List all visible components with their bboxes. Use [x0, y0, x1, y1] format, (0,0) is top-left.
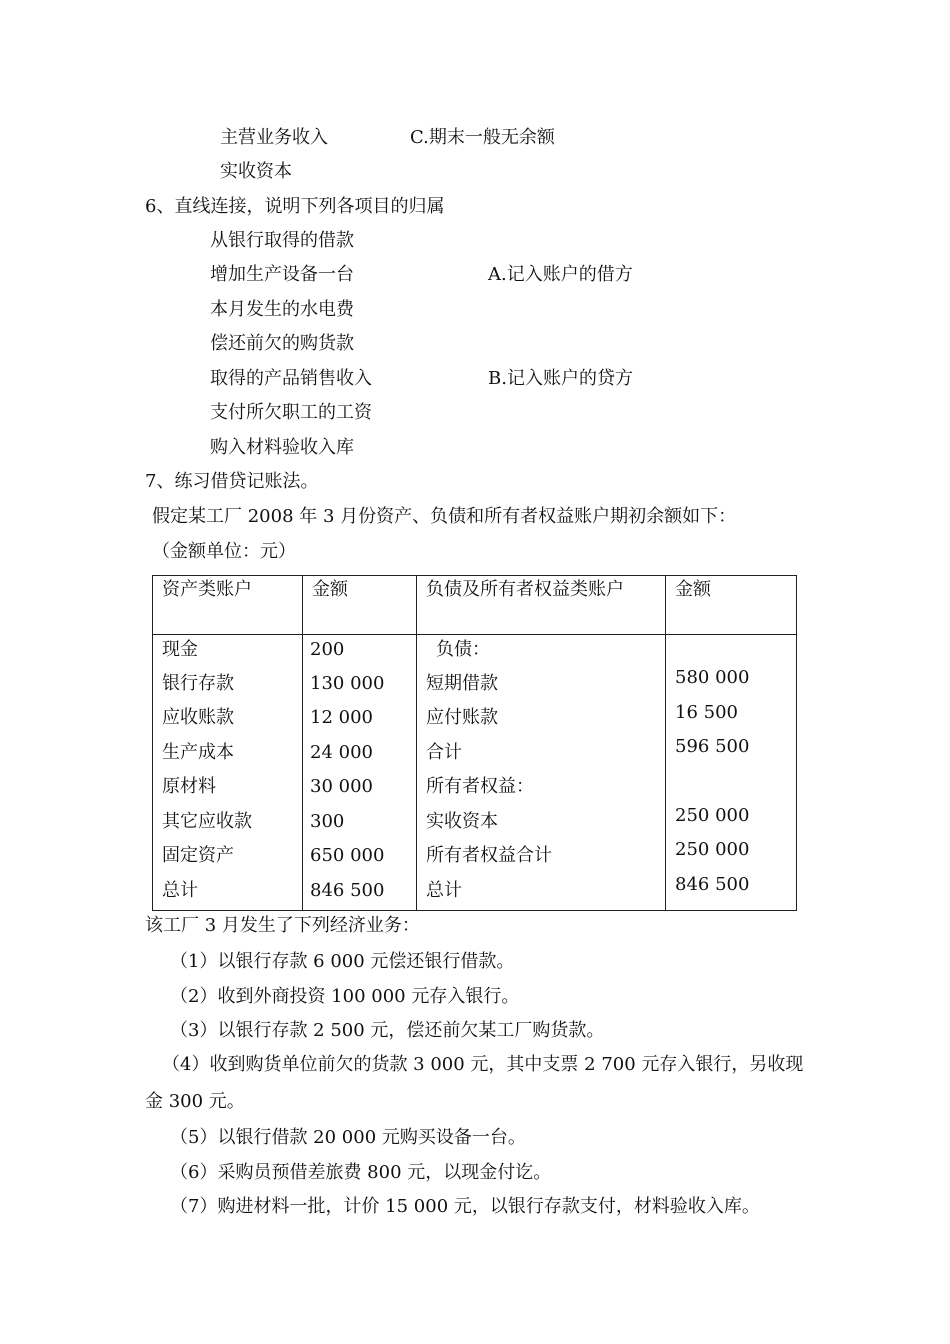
table-header-assets: 资产类账户: [162, 579, 252, 600]
question-6-title: 6、直线连接，说明下列各项目的归属: [145, 196, 445, 217]
q6-item: 增加生产设备一台: [210, 264, 354, 285]
table-header-liabilities-equity: 负债及所有者权益类账户: [426, 579, 624, 600]
q7-unit-note: （金额单位：元）: [152, 541, 296, 562]
q7-event: （1）以银行存款 6 000 元偿还银行借款。: [170, 951, 515, 972]
table-column-divider: [302, 576, 303, 910]
question-7-title: 7、练习借贷记账法。: [145, 471, 319, 492]
q6-item: 购入材料验收入库: [210, 437, 354, 458]
q6-option-b: B.记入账户的贷方: [488, 368, 633, 389]
asset-amount: 30 000: [310, 776, 373, 797]
asset-name: 应收账款: [162, 707, 234, 728]
q7-event: （7）购进材料一批，计价 15 000 元，以银行存款支付，材料验收入库。: [170, 1196, 760, 1217]
q6-option-a: A.记入账户的借方: [488, 264, 633, 285]
table-column-divider: [665, 576, 666, 910]
q7-events-intro: 该工厂 3 月发生了下列经济业务：: [145, 915, 420, 936]
equity-subtotal-label: 所有者权益合计: [426, 845, 552, 866]
table-header-amount: 金额: [675, 579, 711, 600]
liability-amount: 580 000: [675, 667, 750, 688]
table-column-divider: [416, 576, 417, 910]
asset-amount: 200: [310, 639, 345, 660]
liability-subtotal-label: 合计: [426, 742, 462, 763]
liability-equity-total-amount: 846 500: [675, 874, 750, 895]
q5-option-text: 主营业务收入: [220, 127, 328, 148]
liability-name: 应付账款: [426, 707, 498, 728]
q6-item: 支付所欠职工的工资: [210, 402, 372, 423]
liability-amount: 16 500: [675, 702, 738, 723]
asset-amount: 12 000: [310, 707, 373, 728]
q7-event: （4）收到购货单位前欠的货款 3 000 元，其中支票 2 700 元存入银行，另收现: [162, 1054, 804, 1075]
q7-event: （5）以银行借款 20 000 元购买设备一台。: [170, 1127, 526, 1148]
asset-name: 原材料: [162, 776, 216, 797]
asset-amount: 24 000: [310, 742, 373, 763]
liability-equity-total-label: 总计: [426, 880, 462, 901]
q5-option-c: C.期末一般无余额: [410, 127, 555, 148]
table-header-amount: 金额: [312, 579, 348, 600]
q7-event-continuation: 金 300 元。: [145, 1091, 245, 1112]
q6-item: 偿还前欠的购货款: [210, 333, 354, 354]
q6-item: 从银行取得的借款: [210, 230, 354, 251]
q5-option-text: 实收资本: [220, 161, 292, 182]
asset-amount: 300: [310, 811, 345, 832]
q7-intro: 假定某工厂 2008 年 3 月份资产、负债和所有者权益账户期初余额如下：: [152, 506, 737, 527]
asset-total-label: 总计: [162, 880, 198, 901]
equity-amount: 250 000: [675, 805, 750, 826]
q7-event: （6）采购员预借差旅费 800 元，以现金付讫。: [170, 1162, 552, 1183]
equity-section-label: 所有者权益：: [426, 776, 534, 797]
asset-name: 其它应收款: [162, 811, 252, 832]
table-header-divider: [153, 634, 796, 635]
liability-section-label: 负债：: [436, 639, 490, 660]
liability-name: 短期借款: [426, 673, 498, 694]
asset-amount: 650 000: [310, 845, 385, 866]
asset-amount: 130 000: [310, 673, 385, 694]
q6-item: 取得的产品销售收入: [210, 368, 372, 389]
asset-total-amount: 846 500: [310, 880, 385, 901]
equity-subtotal-amount: 250 000: [675, 839, 750, 860]
asset-name: 现金: [162, 639, 198, 660]
q7-event: （3）以银行存款 2 500 元，偿还前欠某工厂购货款。: [170, 1020, 605, 1041]
liability-subtotal-amount: 596 500: [675, 736, 750, 757]
equity-name: 实收资本: [426, 811, 498, 832]
asset-name: 生产成本: [162, 742, 234, 763]
asset-name: 银行存款: [162, 673, 234, 694]
asset-name: 固定资产: [162, 845, 234, 866]
q6-item: 本月发生的水电费: [210, 299, 354, 320]
q7-event: （2）收到外商投资 100 000 元存入银行。: [170, 986, 520, 1007]
